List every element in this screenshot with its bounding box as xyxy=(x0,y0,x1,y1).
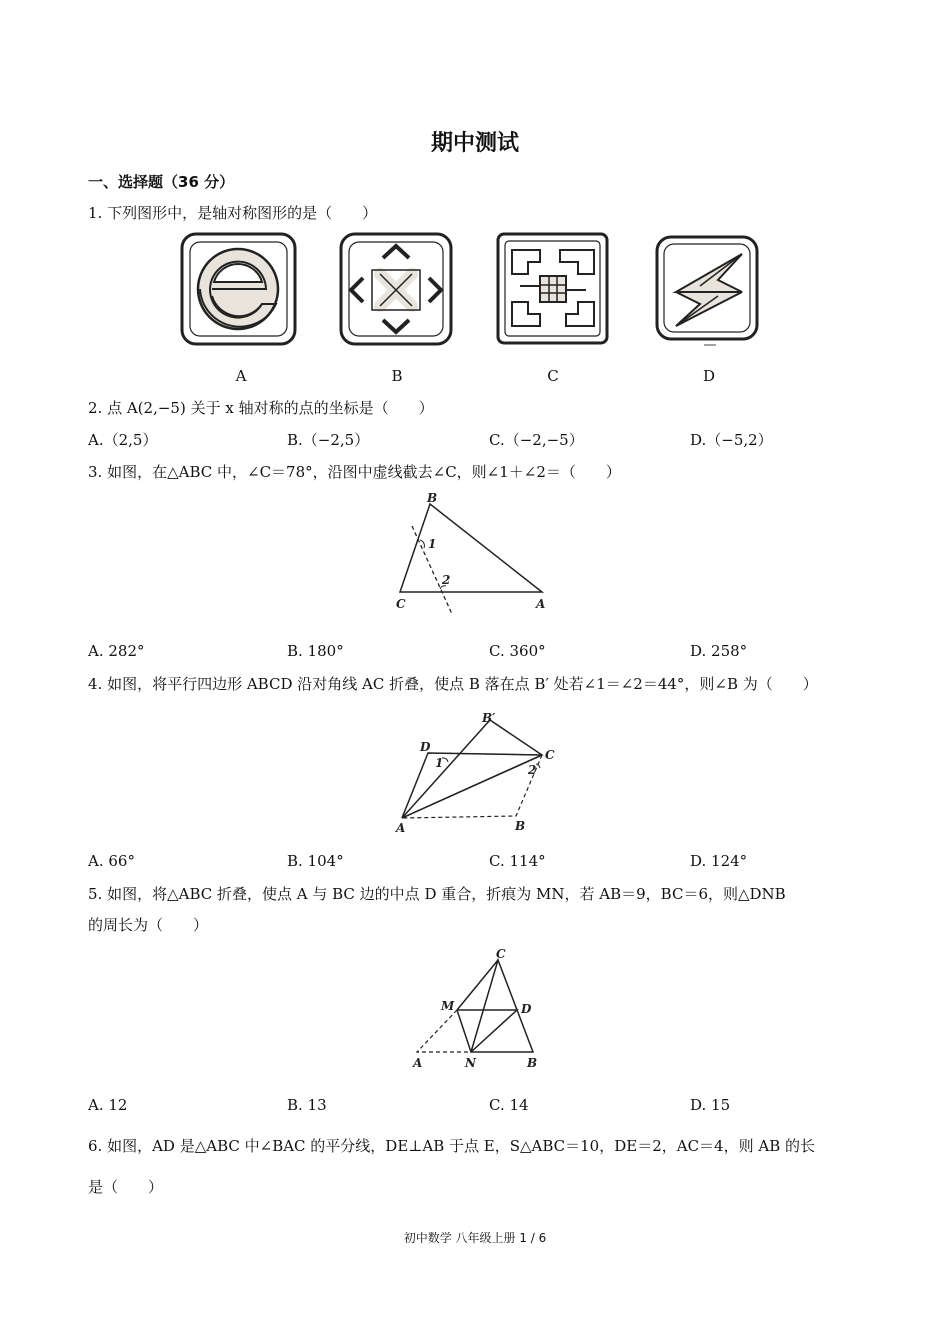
page-footer: 初中数学 八年级上册 1 / 6 xyxy=(403,1231,547,1245)
figure-3-label-b: B xyxy=(427,491,438,505)
question-3-option-d[interactable]: D. 258° xyxy=(690,642,748,660)
figure-3-label-2: 2 xyxy=(442,573,451,587)
question-3-option-b[interactable]: B. 180° xyxy=(287,642,344,660)
figure-3-label-c: C xyxy=(396,597,406,611)
question-4-parallelogram-figure xyxy=(390,708,570,838)
question-3-triangle-figure xyxy=(380,490,560,620)
question-6-text-line2: 是（ ） xyxy=(88,1178,164,1196)
question-2-text: 2. 点 A(2,−5) 关于 x 轴对称的点的坐标是（ ） xyxy=(88,399,434,417)
figure-4-label-b: B xyxy=(515,819,526,833)
figure-label-b: B xyxy=(391,367,403,385)
figure-b-arrows-icon xyxy=(341,234,451,344)
section-heading: 一、选择题（36 分） xyxy=(88,173,235,191)
figure-5-label-m: M xyxy=(441,999,455,1013)
question-5-option-d[interactable]: D. 15 xyxy=(690,1096,731,1114)
question-2-option-d[interactable]: D.（−5,2） xyxy=(690,431,773,449)
question-5-option-a[interactable]: A. 12 xyxy=(88,1096,128,1114)
figure-5-label-d: D xyxy=(521,1002,532,1016)
figure-5-label-c: C xyxy=(496,947,506,961)
question-4-text: 4. 如图，将平行四边形 ABCD 沿对角线 AC 折叠，使点 B 落在点 B′ 处若∠1＝∠2＝44°，则∠B 为（ ） xyxy=(88,675,818,693)
question-4-option-b[interactable]: B. 104° xyxy=(287,852,344,870)
figure-4-label-a: A xyxy=(396,821,406,835)
question-4-option-c[interactable]: C. 114° xyxy=(489,852,546,870)
question-1-figures xyxy=(0,0,950,400)
figure-5-label-a: A xyxy=(413,1056,423,1070)
figure-3-label-1: 1 xyxy=(428,537,437,551)
question-5-triangle-figure xyxy=(405,948,555,1073)
question-5-option-b[interactable]: B. 13 xyxy=(287,1096,327,1114)
question-2-option-a[interactable]: A.（2,5） xyxy=(88,431,158,449)
figure-4-label-b-prime: B′ xyxy=(482,711,496,725)
figure-a-e-icon xyxy=(182,234,295,344)
question-3-option-a[interactable]: A. 282° xyxy=(88,642,145,660)
figure-4-label-2: 2 xyxy=(528,763,537,777)
figure-c-knot-icon xyxy=(498,234,607,343)
figure-label-a: A xyxy=(235,367,247,385)
figure-5-label-b: B xyxy=(527,1056,538,1070)
question-6-text-line1: 6. 如图，AD 是△ABC 中∠BAC 的平分线，DE⊥AB 于点 E，S△ABC＝10，DE＝2，AC＝4，则 AB 的长 xyxy=(88,1137,815,1155)
figure-label-d: D xyxy=(702,367,716,385)
question-2-option-b[interactable]: B.（−2,5） xyxy=(287,431,370,449)
question-5-text-line1: 5. 如图，将△ABC 折叠，使点 A 与 BC 边的中点 D 重合，折痕为 MN，若 AB＝9，BC＝6，则△DNB xyxy=(88,885,786,903)
question-1-text: 1. 下列图形中，是轴对称图形的是（ ） xyxy=(88,204,378,222)
question-4-option-a[interactable]: A. 66° xyxy=(88,852,135,870)
figure-4-label-1: 1 xyxy=(435,756,444,770)
figure-5-label-n: N xyxy=(465,1056,476,1070)
figure-d-chevron-icon xyxy=(657,237,757,345)
question-5-option-c[interactable]: C. 14 xyxy=(489,1096,529,1114)
figure-4-label-d: D xyxy=(420,740,431,754)
question-4-option-d[interactable]: D. 124° xyxy=(690,852,748,870)
figure-label-c: C xyxy=(547,367,559,385)
question-5-text-line2: 的周长为（ ） xyxy=(88,916,209,934)
figure-4-label-c: C xyxy=(545,748,555,762)
figure-3-label-a: A xyxy=(536,597,546,611)
question-2-option-c[interactable]: C.（−2,−5） xyxy=(489,431,584,449)
page-title: 期中测试 xyxy=(430,131,519,156)
question-3-text: 3. 如图，在△ABC 中，∠C＝78°，沿图中虚线截去∠C，则∠1＋∠2＝（ ） xyxy=(88,463,621,481)
question-3-option-c[interactable]: C. 360° xyxy=(489,642,546,660)
